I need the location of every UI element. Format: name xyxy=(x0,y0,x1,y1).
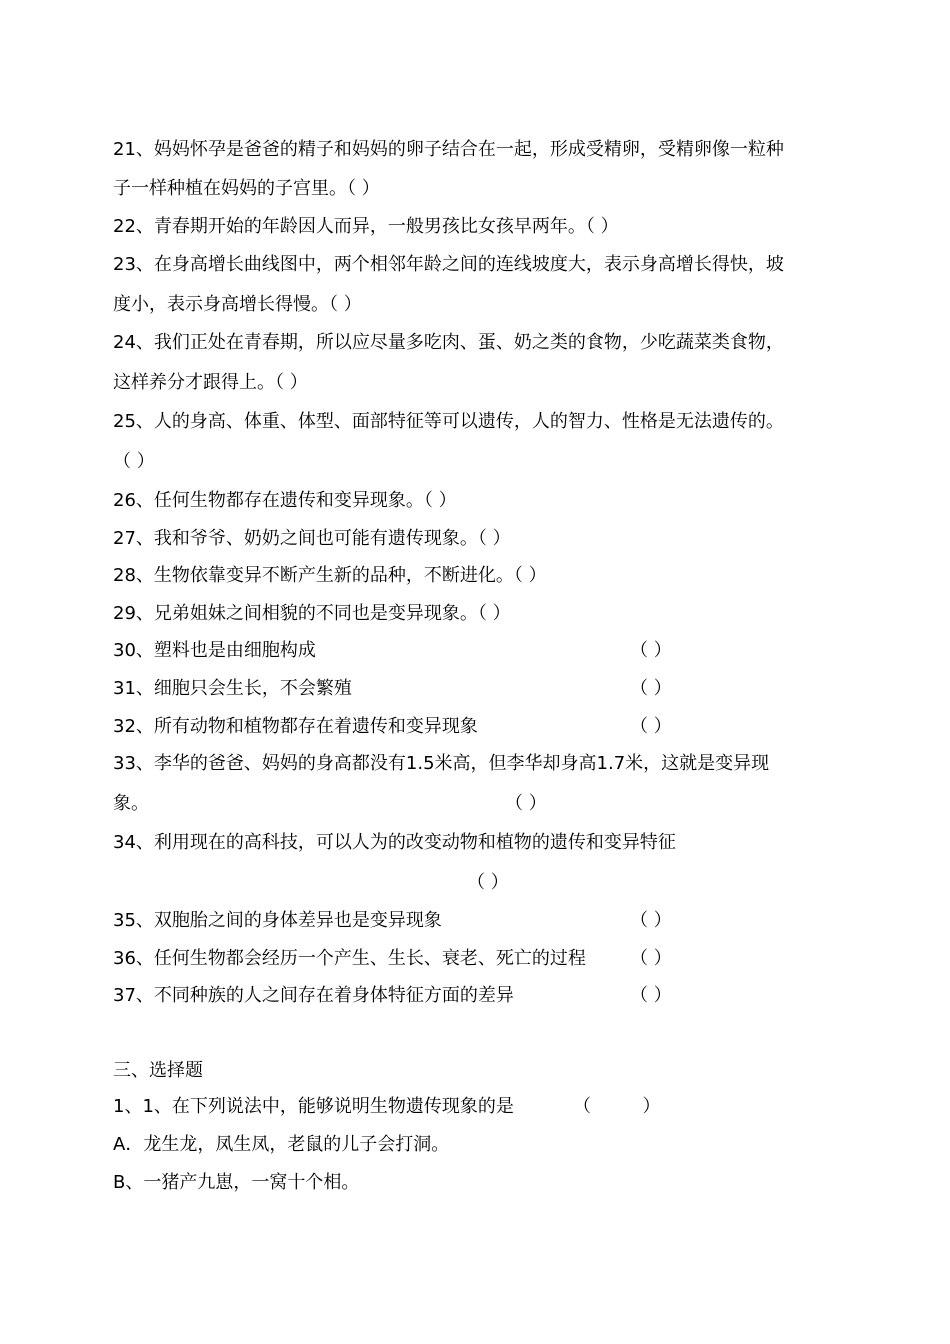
choice-question-1-stem: 1、1、在下列说法中，能够说明生物遗传现象的是 xyxy=(113,1096,514,1117)
answer-blank-35: （ ） xyxy=(630,910,672,931)
question-33-line-2: 象。 xyxy=(113,793,149,814)
question-22: 22、青春期开始的年龄因人而异，一般男孩比女孩早两年。（ ） xyxy=(113,216,619,237)
answer-blank-31: （ ） xyxy=(630,678,672,699)
question-24-line-1: 24、我们正处在青春期，所以应尽量多吃肉、蛋、奶之类的食物，少吃蔬菜类食物， xyxy=(113,332,784,353)
choice-option-a: A．龙生龙，凤生凤，老鼠的儿子会打洞。 xyxy=(113,1134,450,1155)
question-24-line-2: 这样养分才跟得上。（ ） xyxy=(113,372,308,393)
question-33-line-1: 33、李华的爸爸、妈妈的身高都没有1.5米高，但李华却身高1.7米，这就是变异现 xyxy=(113,753,770,774)
choice-option-b: B、一猪产九崽，一窝十个相。 xyxy=(113,1172,360,1193)
answer-blank-33: （ ） xyxy=(505,793,547,814)
question-21-line-2: 子一样种植在妈妈的子宫里。（ ） xyxy=(113,178,380,199)
question-21-line-1: 21、妈妈怀孕是爸爸的精子和妈妈的卵子结合在一起，形成受精卵，受精卵像一粒种 xyxy=(113,139,784,160)
question-29: 29、兄弟姐妹之间相貌的不同也是变异现象。（ ） xyxy=(113,603,511,624)
question-34-line-1: 34、利用现在的高科技，可以人为的改变动物和植物的遗传和变异特征 xyxy=(113,832,676,853)
question-25-line-2: （ ） xyxy=(113,451,155,472)
question-30: 30、塑料也是由细胞构成 xyxy=(113,640,316,661)
question-37: 37、不同种族的人之间存在着身体特征方面的差异 xyxy=(113,985,514,1006)
question-36: 36、任何生物都会经历一个产生、生长、衰老、死亡的过程 xyxy=(113,948,586,969)
question-32: 32、所有动物和植物都存在着遗传和变异现象 xyxy=(113,716,478,737)
question-25-line-1: 25、人的身高、体重、体型、面部特征等可以遗传，人的智力、性格是无法遗传的。 xyxy=(113,411,784,432)
answer-blank-37: （ ） xyxy=(630,985,672,1006)
answer-blank-34: （ ） xyxy=(467,872,509,893)
question-23-line-2: 度小，表示身高增长得慢。（ ） xyxy=(113,294,362,315)
question-23-line-1: 23、在身高增长曲线图中，两个相邻年龄之间的连线坡度大，表示身高增长得快，坡 xyxy=(113,254,784,275)
question-26: 26、任何生物都存在遗传和变异现象。（ ） xyxy=(113,490,457,511)
question-27: 27、我和爷爷、奶奶之间也可能有遗传现象。（ ） xyxy=(113,528,511,549)
answer-blank-32: （ ） xyxy=(630,716,672,737)
question-31: 31、细胞只会生长，不会繁殖 xyxy=(113,678,352,699)
answer-blank-30: （ ） xyxy=(630,640,672,661)
section-heading-multiple-choice: 三、选择题 xyxy=(113,1060,203,1081)
question-28: 28、生物依靠变异不断产生新的品种，不断进化。（ ） xyxy=(113,565,547,586)
answer-blank-36: （ ） xyxy=(630,948,672,969)
choice-answer-blank-1: （ ） xyxy=(573,1096,661,1117)
question-35: 35、双胞胎之间的身体差异也是变异现象 xyxy=(113,910,442,931)
